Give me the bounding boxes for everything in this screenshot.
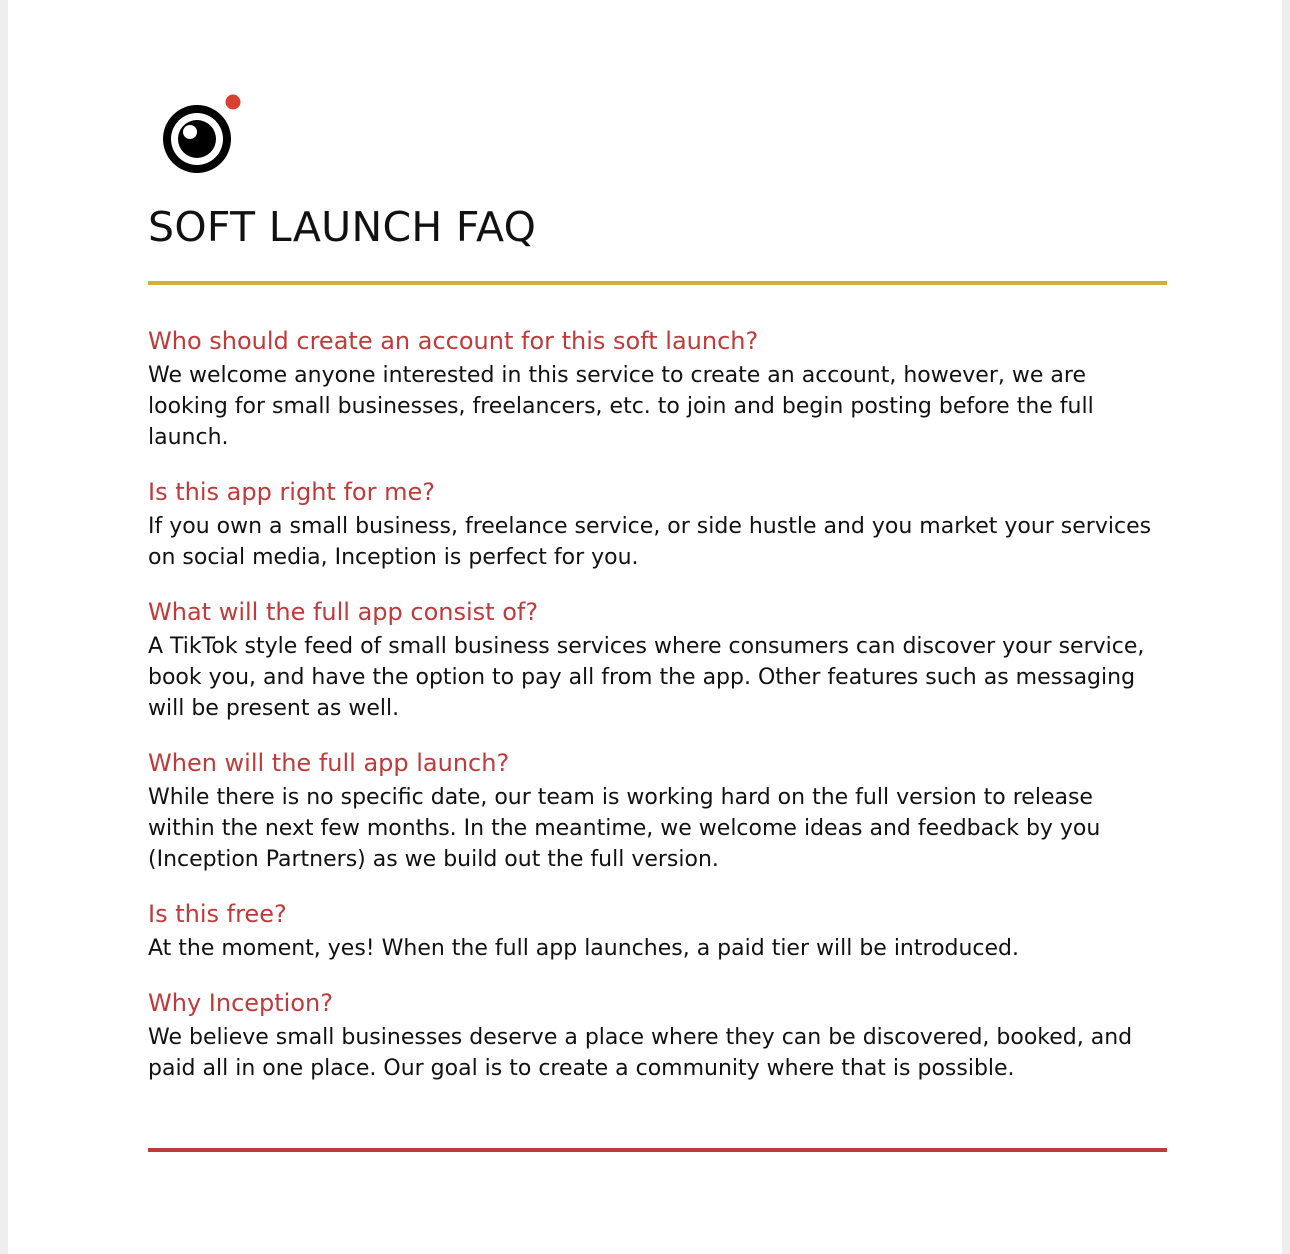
faq-item [148, 473, 1158, 573]
faq-question: Why Inception? [148, 989, 333, 1017]
bottom-divider [148, 1148, 1167, 1152]
faq-item [148, 984, 1158, 1084]
faq-item [148, 593, 1158, 724]
top-divider [148, 281, 1167, 285]
page-title: SOFT LAUNCH FAQ [148, 203, 537, 251]
faq-item [148, 744, 1158, 875]
document-page [8, 0, 1282, 1254]
faq-item [148, 895, 1158, 964]
faq-answer: We believe small businesses deserve a place where they can be discovered, booked, and paid all in one place. Our goal is to create a community where that is possible. [148, 1025, 1133, 1081]
faq-answer: If you own a small business, freelance service, or side hustle and you market your services on social media, Inception is perfect for you. [148, 514, 1152, 570]
faq-answer: At the moment, yes! When the full app launches, a paid tier will be introduced. [148, 936, 1020, 961]
faq-question: Is this free? [148, 900, 287, 928]
faq-answer: A TikTok style feed of small business services where consumers can discover your service, book you, and have the option to pay all from the app. Other features such as messaging will be present as well. [148, 634, 1145, 721]
faq-list [148, 322, 1158, 1104]
faq-question: What will the full app consist of? [148, 598, 539, 626]
faq-answer: While there is no specific date, our team is working hard on the full version to release within the next few months. In the meantime, we welcome ideas and feedback by you (Inception Partners) as we build out the full version. [148, 785, 1101, 872]
faq-question: Who should create an account for this soft launch? [148, 327, 759, 355]
faq-item [148, 322, 1158, 453]
faq-answer: We welcome anyone interested in this service to create an account, however, we are looking for small businesses, freelancers, etc. to join and begin posting before the full launch. [148, 363, 1094, 450]
faq-question: Is this app right for me? [148, 478, 435, 506]
faq-question: When will the full app launch? [148, 749, 510, 777]
eye-camera-icon [158, 92, 254, 182]
